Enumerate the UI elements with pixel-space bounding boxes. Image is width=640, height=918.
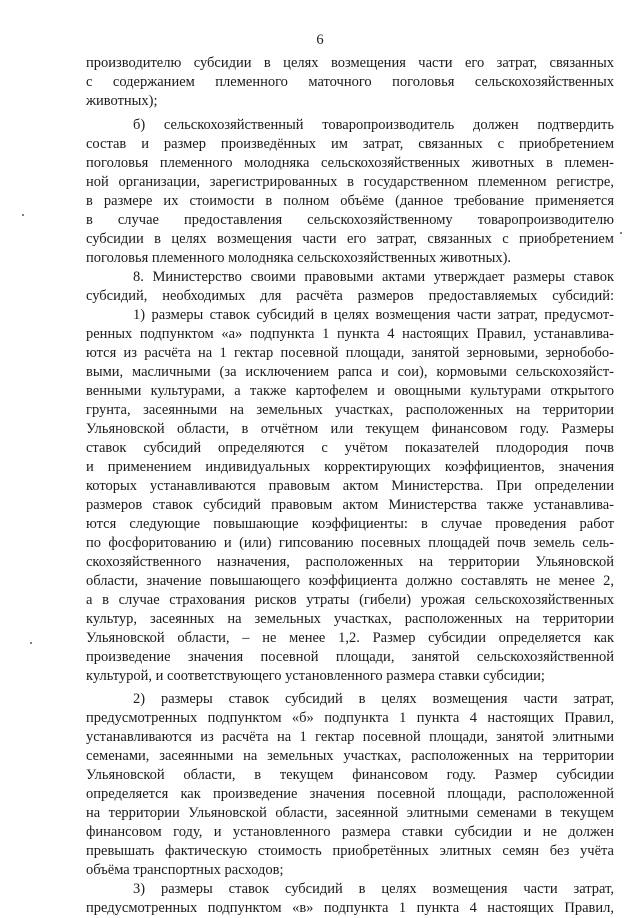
text-line: состав и размер произведённых им затрат, связанных с приобретением: [86, 136, 614, 152]
text-line: ставок субсидий определяются с учётом показателей плодородия почв: [86, 440, 614, 456]
text-line: 3) размеры ставок субсидий в целях возмещения части затрат,: [133, 881, 614, 897]
text-line: на территории Ульяновской области, засеянной элитными семенами в текущем: [86, 805, 614, 821]
text-line: и применением индивидуальных корректирующих коэффициентов, значения: [86, 459, 614, 475]
text-line: 1) размеры ставок субсидий в целях возмещения части затрат, предусмот-: [133, 307, 614, 323]
text-line: устанавливаются из расчёта на 1 гектар посевной площади, занятой элитными: [86, 729, 614, 745]
text-line: Ульяновской области, в текущем финансовом году. Размер субсидии: [86, 767, 614, 783]
scan-speck: [30, 642, 32, 644]
text-line: определяется как произведение значения посевной площади, расположенной: [86, 786, 614, 802]
text-line: в случае предоставления сельскохозяйственному товаропроизводителю: [86, 212, 614, 228]
text-line: произведение значения посевной площади, занятой сельскохозяйственной: [86, 649, 614, 665]
text-line: поголовья племенного молодняка сельскохозяйственных животных в племен-: [86, 155, 614, 171]
text-line: скохозяйственного назначения, расположенных на территории Ульяновской: [86, 554, 614, 570]
text-line: финансовом году, и установленного размера ставки субсидии и не должен: [86, 824, 614, 840]
text-line: превышать фактическую стоимость приобретённых элитных семян без учёта: [86, 843, 614, 859]
text-line: субсидии в целях возмещения части его затрат, связанных с приобретением: [86, 231, 614, 247]
text-line: ренных подпунктом «а» подпункта 1 пункта 4 настоящих Правил, устанавлива-: [86, 326, 614, 342]
text-line: ной организации, зарегистрированных в государственном племенном регистре,: [86, 174, 614, 190]
text-line: грунта, засеянными на земельных участках, расположенных на территории: [86, 402, 614, 418]
text-line: 8. Министерство своими правовыми актами утверждает размеры ставок: [133, 269, 614, 285]
text-line: которых устанавливаются правовым актом Министерства. При определении: [86, 478, 614, 494]
text-line: 2) размеры ставок субсидий в целях возмещения части затрат,: [133, 691, 614, 707]
text-line: с содержанием племенного маточного поголовья сельскохозяйственных: [86, 74, 614, 90]
text-line: Ульяновской области, в отчётном или текущем финансовом году. Размеры: [86, 421, 614, 437]
text-line: субсидий, необходимых для расчёта размеров предоставляемых субсидий:: [86, 288, 614, 304]
text-line: семенами, засеянными на земельных участках, расположенных на территории: [86, 748, 614, 764]
text-line: области, значение повышающего коэффициента должно составлять не менее 2,: [86, 573, 614, 589]
text-line: предусмотренных подпунктом «в» подпункта 1 пункта 4 настоящих Правил,: [86, 900, 614, 916]
page-number: 6: [316, 32, 324, 48]
text-line: культурой, и соответствующего установленного размера ставки субсидии;: [86, 668, 545, 684]
text-line: животных);: [86, 93, 158, 109]
text-line: производителю субсидии в целях возмещения части его затрат, связанных: [86, 55, 614, 71]
text-line: культур, засеянных на земельных участках, расположенных на территории: [86, 611, 614, 627]
text-line: ются следующие повышающие коэффициенты: в случае проведения работ: [86, 516, 614, 532]
text-line: выми, масличными (за исключением рапса и сои), кормовыми сельскохозяйст-: [86, 364, 614, 380]
text-line: Ульяновской области, – не менее 1,2. Размер субсидии определяется как: [86, 630, 614, 646]
text-line: венными культурами, а также картофелем и овощными культурами открытого: [86, 383, 614, 399]
text-line: ются из расчёта на 1 гектар посевной площади, занятой зерновыми, зернобобо-: [86, 345, 614, 361]
scan-speck: [22, 214, 24, 216]
text-line: объёма транспортных расходов;: [86, 862, 284, 878]
text-line: предусмотренных подпунктом «б» подпункта 1 пункта 4 настоящих Правил,: [86, 710, 614, 726]
scan-speck: [620, 232, 622, 234]
text-line: поголовья племенного молодняка сельскохозяйственных животных).: [86, 250, 512, 266]
text-line: а в случае страхования рисков утраты (гибели) урожая сельскохозяйственных: [86, 592, 614, 608]
text-line: по фосфоритованию и (или) гипсованию посевных площадей почв земель сель-: [86, 535, 614, 551]
text-line: в размере их стоимости в полном объёме (данное требование применяется: [86, 193, 614, 209]
text-line: б) сельскохозяйственный товаропроизводитель должен подтвердить: [133, 117, 614, 133]
text-line: размеров ставок субсидий правовым актом Министерства также устанавлива-: [86, 497, 614, 513]
